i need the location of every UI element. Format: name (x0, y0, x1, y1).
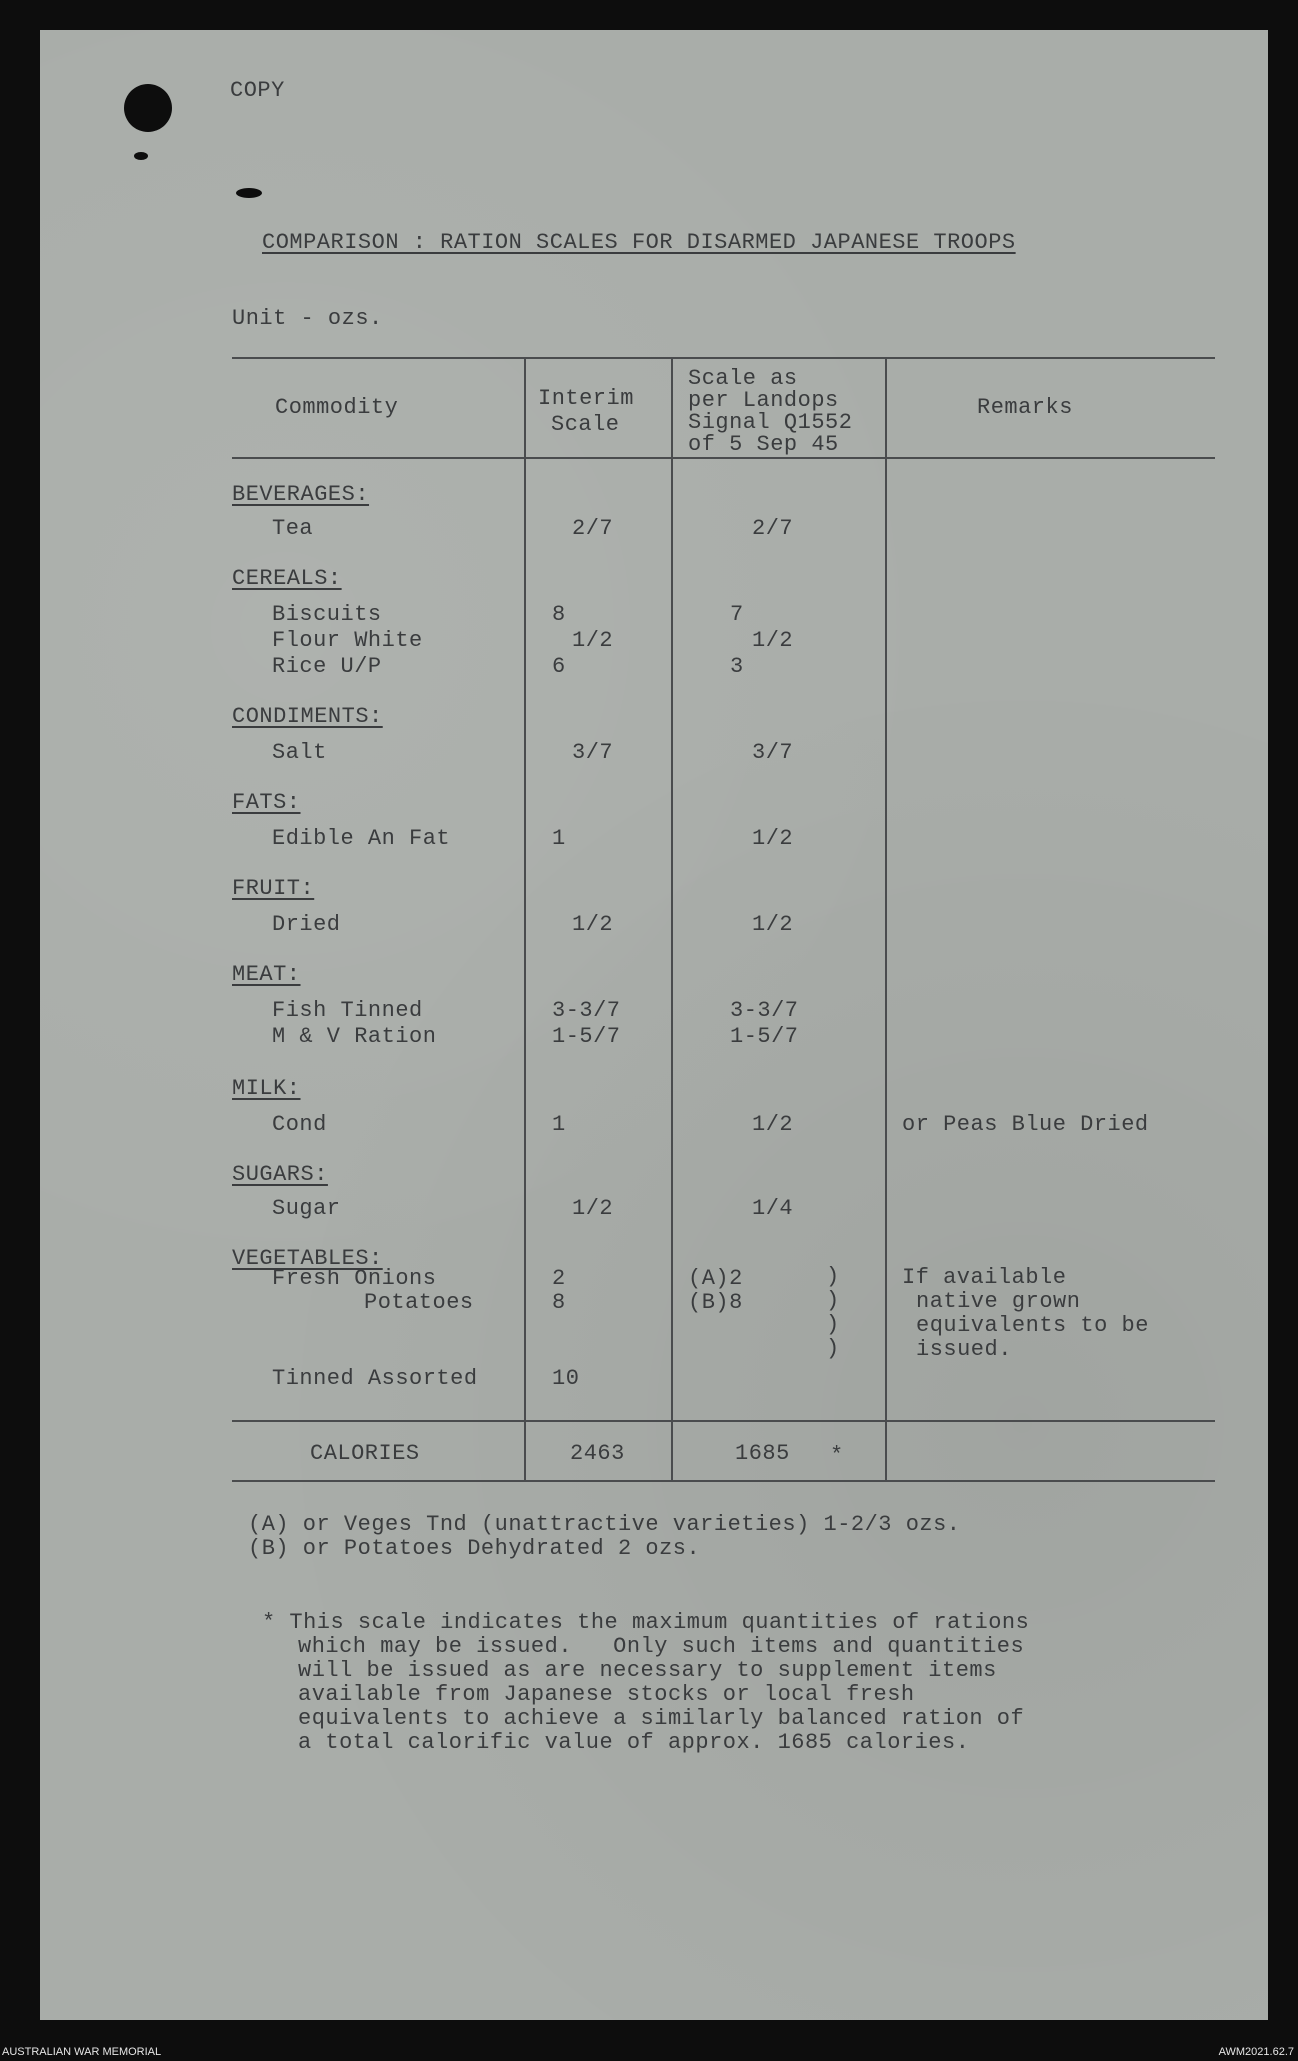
brace: ) (826, 1264, 840, 1289)
header-interim: Interim (538, 386, 634, 411)
interim-value: 3/7 (572, 740, 614, 765)
category-heading: CEREALS: (232, 566, 342, 591)
calories-landops: 1685 (735, 1441, 790, 1466)
interim-value: 1/2 (572, 628, 614, 653)
interim-value: 10 (552, 1366, 580, 1391)
column-divider (524, 357, 526, 1481)
landops-value: (B)8 (688, 1290, 743, 1315)
copy-label: COPY (230, 78, 285, 103)
calories-label: CALORIES (310, 1441, 420, 1466)
landops-value: 1/4 (752, 1196, 794, 1221)
asterisk-note-line: a total calorific value of approx. 1685 calories. (298, 1730, 970, 1755)
interim-value: 6 (552, 654, 566, 679)
category-heading: BEVERAGES: (232, 482, 370, 507)
interim-value: 1 (552, 1112, 566, 1137)
commodity-name: Tea (272, 516, 314, 541)
header-landops: per Landops (688, 388, 839, 413)
interim-value: 2 (552, 1266, 566, 1291)
commodity-name: Cond (272, 1112, 327, 1137)
commodity-name: Fish Tinned (272, 998, 423, 1023)
header-remarks: Remarks (977, 395, 1073, 420)
commodity-name: M & V Ration (272, 1024, 437, 1049)
unit-label: Unit - ozs. (232, 306, 383, 331)
commodity-name: Biscuits (272, 602, 382, 627)
landops-value: 1/2 (752, 912, 794, 937)
interim-value: 8 (552, 1290, 566, 1315)
table-bottom-rule (232, 1480, 1215, 1482)
landops-value: 7 (730, 602, 744, 627)
brace: ) (826, 1288, 840, 1313)
landops-value: 1/2 (752, 1112, 794, 1137)
header-landops: Scale as (688, 366, 798, 391)
commodity-name: Edible An Fat (272, 826, 451, 851)
landops-value: 1-5/7 (730, 1024, 799, 1049)
remark: or Peas Blue Dried (902, 1112, 1149, 1137)
punch-mark (134, 152, 148, 160)
note-a: (A) or Veges Tnd (unattractive varieties) 1-2/3 ozs. (248, 1512, 961, 1537)
header-landops: Signal Q1552 (688, 410, 853, 435)
brace: ) (826, 1312, 840, 1337)
interim-value: 1-5/7 (552, 1024, 621, 1049)
landops-value: 1/2 (752, 628, 794, 653)
interim-value: 3-3/7 (552, 998, 621, 1023)
commodity-name: Potatoes (364, 1290, 474, 1315)
landops-value: 3 (730, 654, 744, 679)
landops-value: 1/2 (752, 826, 794, 851)
note-b: (B) or Potatoes Dehydrated 2 ozs. (248, 1536, 701, 1561)
veg-remark-line: equivalents to be (916, 1313, 1149, 1338)
column-divider (885, 357, 887, 1481)
category-heading: VEGETABLES: (232, 1246, 383, 1271)
asterisk-note-line: which may be issued. Only such items and quantities (298, 1634, 1025, 1659)
table-top-rule (232, 357, 1215, 359)
punch-mark (236, 188, 262, 198)
column-divider (671, 357, 673, 1481)
commodity-name: Dried (272, 912, 341, 937)
calories-asterisk: * (830, 1443, 844, 1468)
category-heading: MILK: (232, 1076, 301, 1101)
calories-top-rule (232, 1420, 1215, 1422)
calories-interim: 2463 (570, 1441, 625, 1466)
commodity-name: Rice U/P (272, 654, 382, 679)
asterisk-note-line: equivalents to achieve a similarly balanced ration of (298, 1706, 1025, 1731)
category-heading: SUGARS: (232, 1162, 328, 1187)
interim-value: 1/2 (572, 1196, 614, 1221)
footer-right: AWM2021.62.7 (1218, 2046, 1294, 2058)
landops-value: 2/7 (752, 516, 794, 541)
header-landops: of 5 Sep 45 (688, 432, 839, 457)
asterisk-note-line: available from Japanese stocks or local fresh (298, 1682, 915, 1707)
asterisk-note-line: * This scale indicates the maximum quantities of rations (262, 1610, 1030, 1635)
commodity-name: Flour White (272, 628, 423, 653)
category-heading: FRUIT: (232, 876, 315, 901)
commodity-name: Salt (272, 740, 327, 765)
category-heading: FATS: (232, 790, 301, 815)
interim-value: 8 (552, 602, 566, 627)
brace: ) (826, 1336, 840, 1361)
commodity-name: Sugar (272, 1196, 341, 1221)
veg-remark-line: issued. (916, 1337, 1012, 1362)
asterisk-note-line: will be issued as are necessary to supplement items (298, 1658, 997, 1683)
document-page (40, 30, 1268, 2020)
header-commodity: Commodity (275, 395, 399, 420)
category-heading: MEAT: (232, 962, 301, 987)
document-title: COMPARISON : RATION SCALES FOR DISARMED JAPANESE TROOPS (262, 230, 1016, 255)
header-interim: Scale (551, 412, 620, 437)
interim-value: 1/2 (572, 912, 614, 937)
veg-remark-line: If available (902, 1265, 1067, 1290)
interim-value: 2/7 (572, 516, 614, 541)
commodity-name: Fresh Onions (272, 1266, 437, 1291)
punch-hole (124, 84, 172, 132)
interim-value: 1 (552, 826, 566, 851)
veg-remark-line: native grown (916, 1289, 1081, 1314)
commodity-name: Tinned Assorted (272, 1366, 478, 1391)
landops-value: 3-3/7 (730, 998, 799, 1023)
category-heading: CONDIMENTS: (232, 704, 383, 729)
landops-value: 3/7 (752, 740, 794, 765)
landops-value: (A)2 (688, 1266, 743, 1291)
footer-left: AUSTRALIAN WAR MEMORIAL (2, 2046, 162, 2058)
